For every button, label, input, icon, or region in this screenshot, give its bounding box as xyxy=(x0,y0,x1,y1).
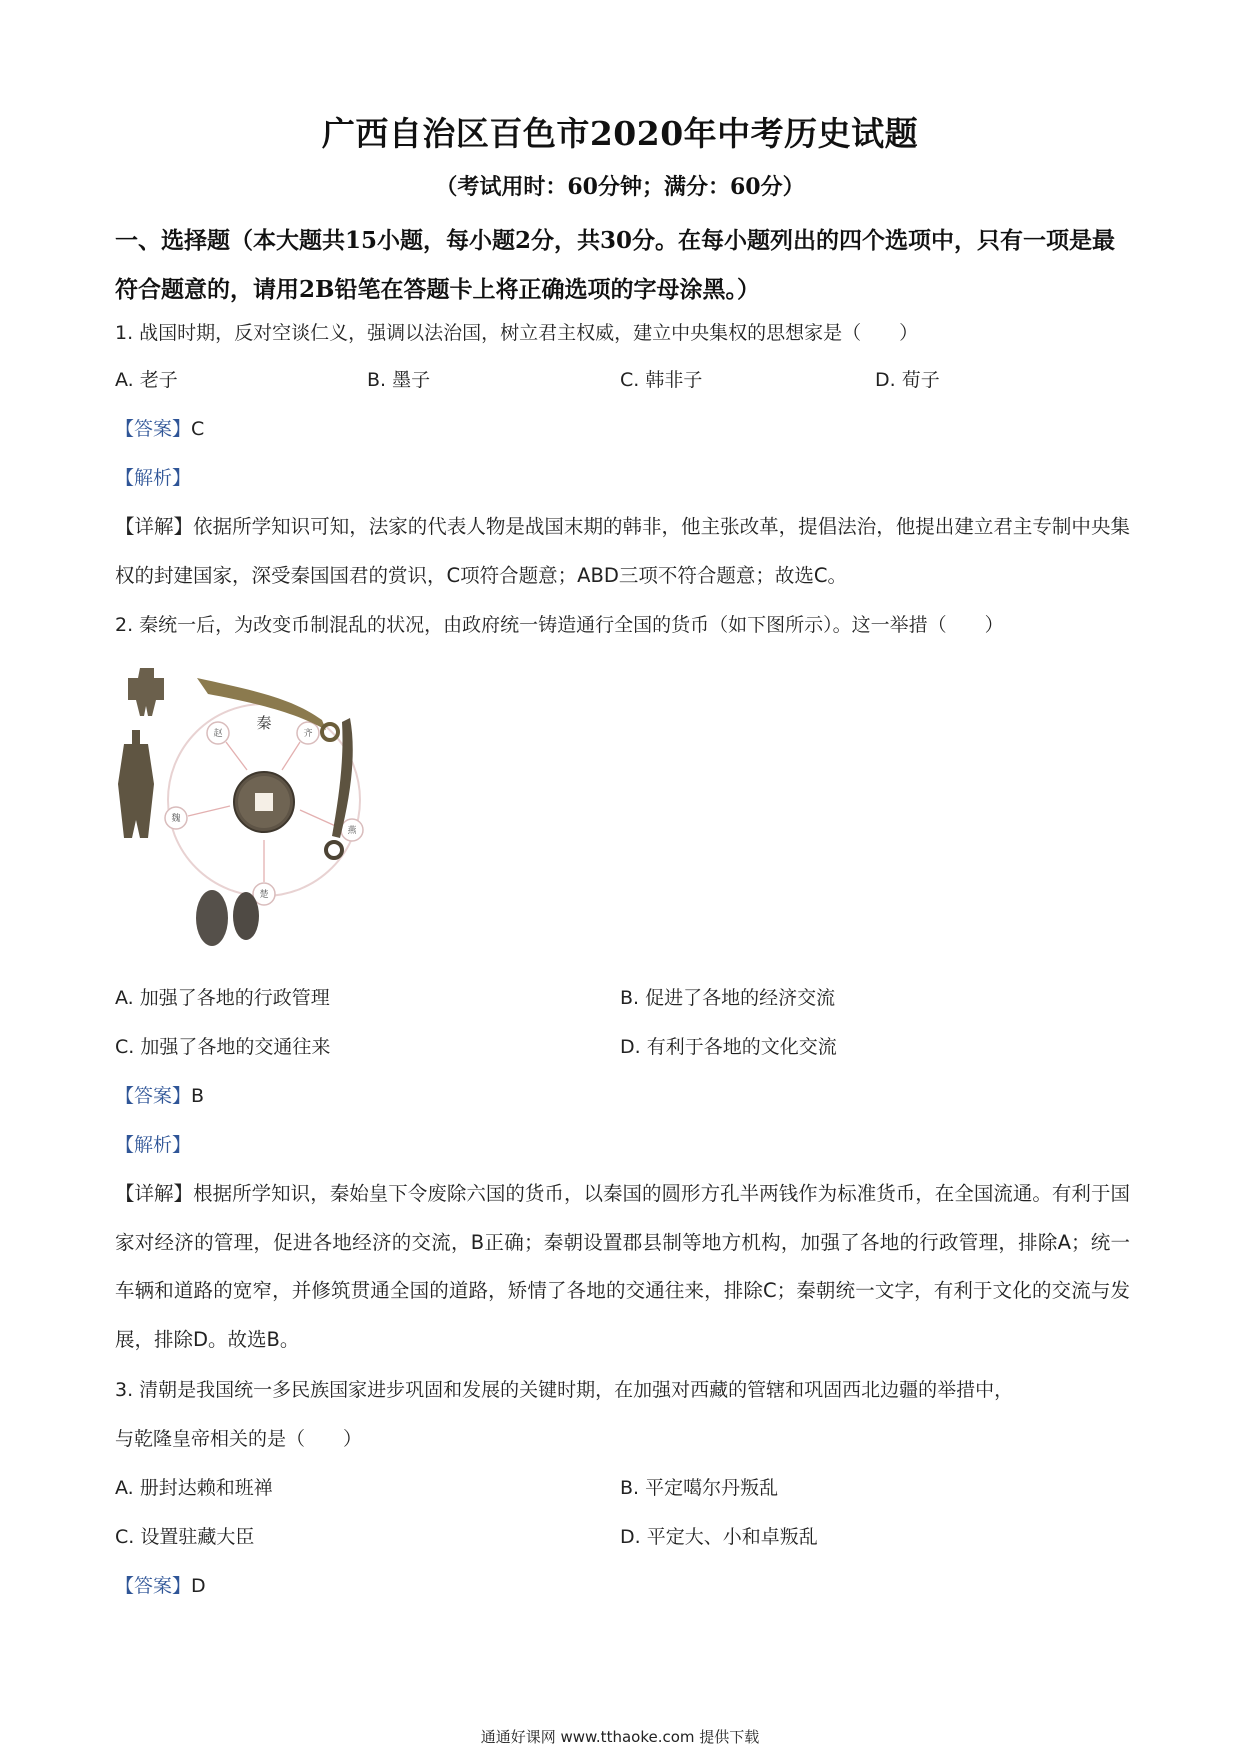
answer-value: B xyxy=(191,1085,205,1107)
question-3-stem-line2: 与乾隆皇帝相关的是（ ） xyxy=(115,1428,363,1450)
question-1-stem: 1. 战国时期，反对空谈仁义，强调以法治国，树立君主权威，建立中央集权的思想家是（ ） xyxy=(115,322,919,344)
ant-nose-coin xyxy=(233,892,259,940)
coin-square-hole xyxy=(255,793,273,811)
answer-value: D xyxy=(191,1575,206,1597)
ant-nose-coin xyxy=(196,890,228,946)
q1-detail xyxy=(115,503,1130,600)
q3-option-c: C. 设置驻藏大臣 xyxy=(115,1526,255,1548)
q1-answer xyxy=(115,414,204,441)
q2-option-d: D. 有利于各地的文化交流 xyxy=(620,1036,837,1058)
label-qin: 秦 xyxy=(256,714,272,732)
answer-tag: 【答案】 xyxy=(115,1575,192,1597)
q1-option-b: B. 墨子 xyxy=(367,369,431,391)
q2-detail xyxy=(115,1170,1130,1364)
q3-answer xyxy=(115,1571,206,1598)
q3-option-a: A. 册封达赖和班禅 xyxy=(115,1477,273,1499)
label-yan: 燕 xyxy=(347,826,357,836)
q1-analysis-tag: 【解析】 xyxy=(115,467,192,489)
label-chu: 楚 xyxy=(259,890,269,900)
q1-option-a: A. 老子 xyxy=(115,369,178,391)
spade-coin-large xyxy=(118,730,154,838)
footer-watermark: 通通好课网 www.tthaoke.com 提供下载 xyxy=(480,1728,760,1746)
detail-text: 依据所学知识可知，法家的代表人物是战国末期的韩非，他主张改革，提倡法治，他提出建立君主专制中央集权的封建国家，深受秦国国君的赏识，C项符合题意；ABD三项不符合题意；故选C。 xyxy=(115,515,1130,587)
arrow xyxy=(188,806,230,816)
q2-option-c: C. 加强了各地的交通往来 xyxy=(115,1036,331,1058)
answer-tag: 【答案】 xyxy=(115,418,192,440)
knife-coin-ring xyxy=(322,724,338,740)
q3-option-b: B. 平定噶尔丹叛乱 xyxy=(620,1477,779,1499)
knife-coin-right-ring xyxy=(326,842,342,858)
detail-text: 根据所学知识，秦始皇下令废除六国的货币，以秦国的圆形方孔半两钱作为标准货币，在全国流通。有利于国家对经济的管理，促进各地经济的交流，B正确；秦朝设置郡县制等地方机构，加强了各地的行政管理，排除A；统一车辆和道路的宽窄，并修筑贯通全国的道路，矫情了各地的交通往来，排除C；秦朝统一文字，有利于文化的交流与发展，排除D。故选B。 xyxy=(115,1182,1130,1351)
exam-info: （考试用时：60分钟；满分：60分） xyxy=(435,174,805,200)
q2-analysis-tag: 【解析】 xyxy=(115,1134,192,1156)
qin-currency-figure xyxy=(112,660,402,960)
q1-option-c: C. 韩非子 xyxy=(620,369,703,391)
label-qi: 齐 xyxy=(303,729,313,739)
q2-answer xyxy=(115,1081,204,1108)
answer-value: C xyxy=(191,418,205,440)
q1-option-d: D. 荀子 xyxy=(875,369,940,391)
q2-option-b: B. 促进了各地的经济交流 xyxy=(620,987,836,1009)
arrow xyxy=(282,742,300,770)
answer-tag: 【答案】 xyxy=(115,1085,192,1107)
q2-option-a: A. 加强了各地的行政管理 xyxy=(115,987,330,1009)
spade-coin-small xyxy=(128,668,164,716)
detail-tag: 【详解】 xyxy=(115,1182,194,1205)
question-2-stem: 2. 秦统一后，为改变币制混乱的状况，由政府统一铸造通行全国的货币（如下图所示）。这一举措（ ） xyxy=(115,614,1004,636)
detail-tag: 【详解】 xyxy=(115,515,194,538)
question-3-stem-line1: 3. 清朝是我国统一多民族国家进步巩固和发展的关键时期，在加强对西藏的管辖和巩固西北边疆的举措中， xyxy=(115,1379,1014,1401)
section-heading: 一、选择题（本大题共15小题，每小题2分，共30分。在每小题列出的四个选项中，只有一项是最符合题意的，请用2B铅笔在答题卡上将正确选项的字母涂黑。） xyxy=(115,227,1116,303)
page-title: 广西自治区百色市2020年中考历史试题 xyxy=(321,114,919,153)
label-wei: 魏 xyxy=(171,814,181,824)
label-zhao: 赵 xyxy=(213,729,223,739)
q3-option-d: D. 平定大、小和卓叛乱 xyxy=(620,1526,818,1548)
arrow xyxy=(226,742,247,770)
